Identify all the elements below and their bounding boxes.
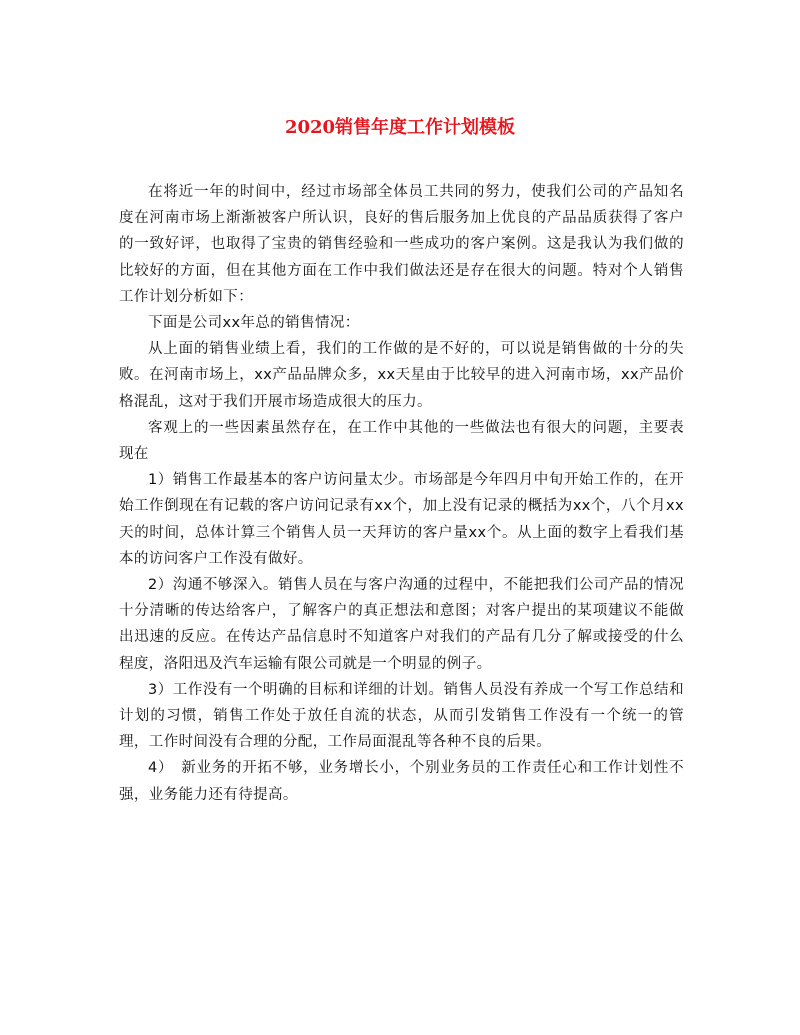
paragraph-problems-intro: 客观上的一些因素虽然存在，在工作中其他的一些做法也有很大的问题，主要表现在 (119, 419, 684, 463)
paragraph-intro: 在将近一年的时间中，经过市场部全体员工共同的努力，使我们公司的产品知名度在河南市场上渐渐被客户所认识，良好的售后服务加上优良的产品品质获得了客户的一致好评，也取得了宝贵的销售经验和一些成功的客户案例。这是我认为我们做的比较好的方面，但在其他方面在工作中我们做法还是存在很大的问题。特对个人销售工作计划分析如下： (119, 184, 684, 305)
paragraph-problem-1: 1）销售工作最基本的客户访问量太少。市场部是今年四月中旬开始工作的，在开始工作倒现在有记载的客户访问记录有xx个，加上没有记录的概括为xx个，八个月xx天的时间，总体计算三个销售人员一天拜访的客户量xx个。从上面的数字上看我们基本的访问客户工作没有做好。 (119, 472, 684, 567)
document-body (119, 179, 684, 808)
paragraph-sales-overview: 下面是公司xx年总的销售情况： (148, 315, 360, 332)
paragraph-problem-4: 4） 新业务的开拓不够，业务增长小，个别业务员的工作责任心和工作计划性不强，业务能力还有待提高。 (119, 760, 684, 803)
document-title: 2020销售年度工作计划模板 (284, 117, 516, 138)
paragraph-problem-2: 2）沟通不够深入。销售人员在与客户沟通的过程中，不能把我们公司产品的情况十分清晰的传达给客户，了解客户的真正想法和意图；对客户提出的某项建议不能做出迅速的反应。在传达产品信息时不知道客户对我们的产品有几分了解或接受的什么程度，洛阳迅及汽车运输有限公司就是一个明显的例子。 (119, 577, 684, 672)
paragraph-problem-3: 3）工作没有一个明确的目标和详细的计划。销售人员没有养成一个写工作总结和计划的习惯，销售工作处于放任自流的状态，从而引发销售工作没有一个统一的管理，工作时间没有合理的分配，工作局面混乱等各种不良的后果。 (119, 681, 684, 751)
paragraph-sales-performance: 从上面的销售业绩上看，我们的工作做的是不好的，可以说是销售做的十分的失败。在河南市场上，xx产品品牌众多，xx天星由于比较早的进入河南市场，xx产品价格混乱，这对于我们开展市场造成很大的压力。 (119, 341, 684, 410)
